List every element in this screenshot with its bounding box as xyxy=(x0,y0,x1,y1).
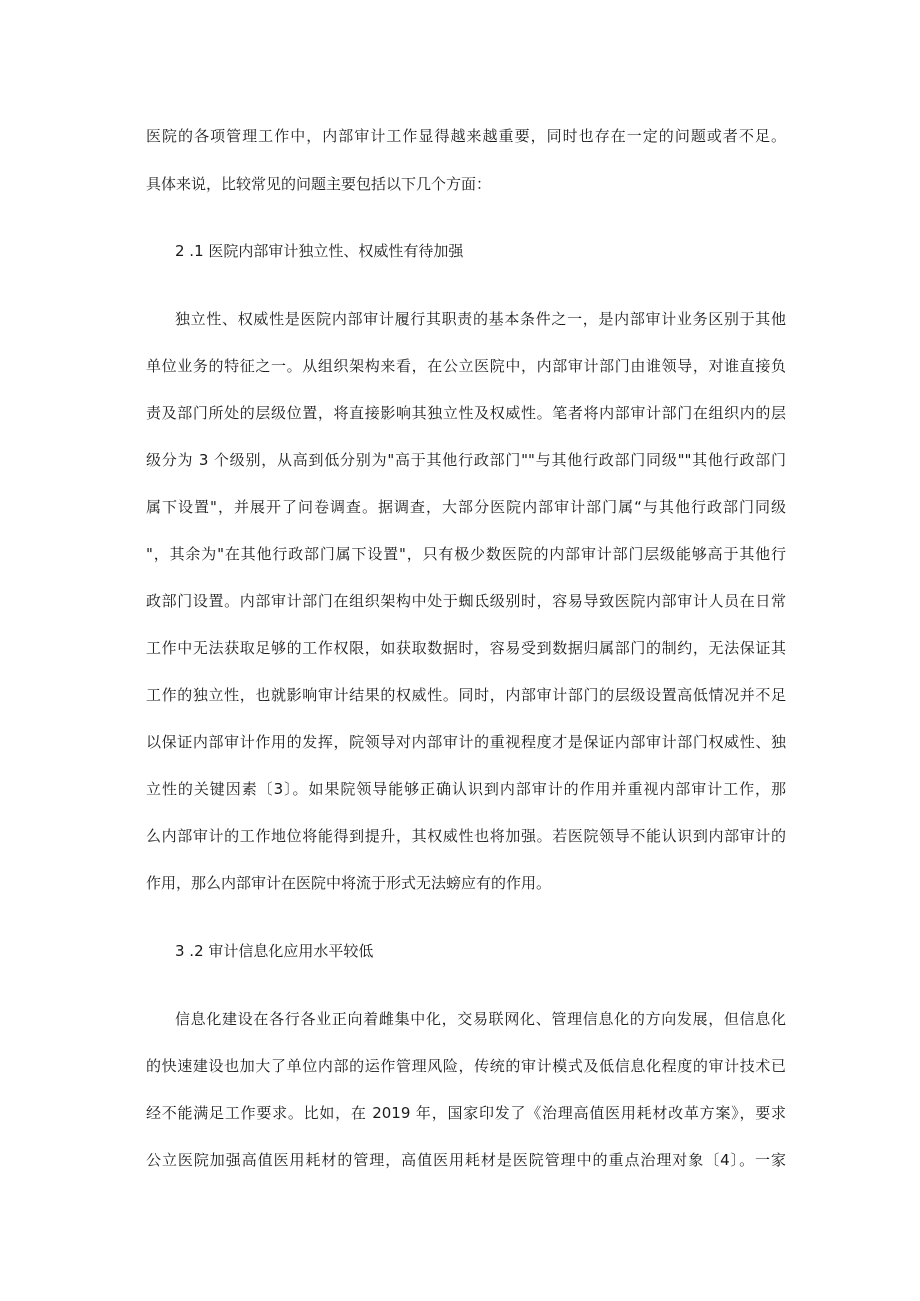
section-1-line: "，其余为"在其他行政部门属下设置"，只有极少数医院的内部审计部门层级能够高于其他行 xyxy=(146,545,786,563)
section-1-line: 工作的独立性，也就影响审计结果的权威性。同时，内部审计部门的层级设置高低情况并不足 xyxy=(146,686,786,704)
section-1-line: 作用，那么内部审计在医院中将流于形式无法螃应有的作用。 xyxy=(146,874,552,892)
section-1-line: 以保证内部审计作用的发挥，院领导对内部审计的重视程度才是保证内部审计部门权威性、独 xyxy=(146,733,786,751)
intro-line-2: 具体来说，比较常见的问题主要包括以下几个方面： xyxy=(146,175,492,193)
section-1-line: 么内部审计的工作地位将能得到提升，其权威性也将加强。若医院领导不能认识到内部审计的 xyxy=(146,827,786,845)
section-2-line: 经不能满足工作要求。比如，在 2019 年，国家印发了《治理高值医用耗材改革方案》，要求 xyxy=(146,1104,786,1122)
section-2-line: 公立医院加强高值医用耗材的管理，高值医用耗材是医院管理中的重点治理对象〔4〕。一家 xyxy=(146,1151,786,1169)
section-1-line: 政部门设置。内部审计部门在组织架构中处于蜘氐级别时，容易导致医院内部审计人员在日常 xyxy=(146,592,786,610)
section-1-line: 立性的关键因素〔3〕。如果院领导能够正确认识到内部审计的作用并重视内部审计工作，那 xyxy=(146,780,786,798)
section-1-heading: 2 .1 医院内部审计独立性、权威性有待加强 xyxy=(175,242,464,260)
section-2-line: 信息化建设在各行各业正向着雌集中化，交易联网化、管理信息化的方向发展，但信息化 xyxy=(175,1010,786,1028)
section-2-heading: 3 .2 审计信息化应用水平较低 xyxy=(175,942,374,960)
intro-line-1: 医院的各项管理工作中，内部审计工作显得越来越重要，同时也存在一定的问题或者不足。 xyxy=(146,127,786,145)
section-1-line: 工作中无法获取足够的工作权限，如获取数据时，容易受到数据归属部门的制约，无法保证其 xyxy=(146,639,786,657)
section-1-line: 级分为 3 个级别，从高到低分别为"高于其他行政部门""与其他行政部门同级""其他行政部门 xyxy=(146,451,786,469)
section-1-line: 属下设置"，并展开了问卷调查。据调查，大部分医院内部审计部门属“与其他行政部门同级 xyxy=(146,498,786,516)
section-1-line: 独立性、权威性是医院内部审计履行其职责的基本条件之一，是内部审计业务区别于其他 xyxy=(175,310,786,328)
section-1-line: 单位业务的特征之一。从组织架构来看，在公立医院中，内部审计部门由谁领导，对谁直接负 xyxy=(146,357,786,375)
section-1-line: 责及部门所处的层级位置，将直接影响其独立性及权威性。笔者将内部审计部门在组织内的层 xyxy=(146,404,786,422)
section-2-line: 的快速建设也加大了单位内部的运作管理风险，传统的审计模式及低信息化程度的审计技术已 xyxy=(146,1057,786,1075)
